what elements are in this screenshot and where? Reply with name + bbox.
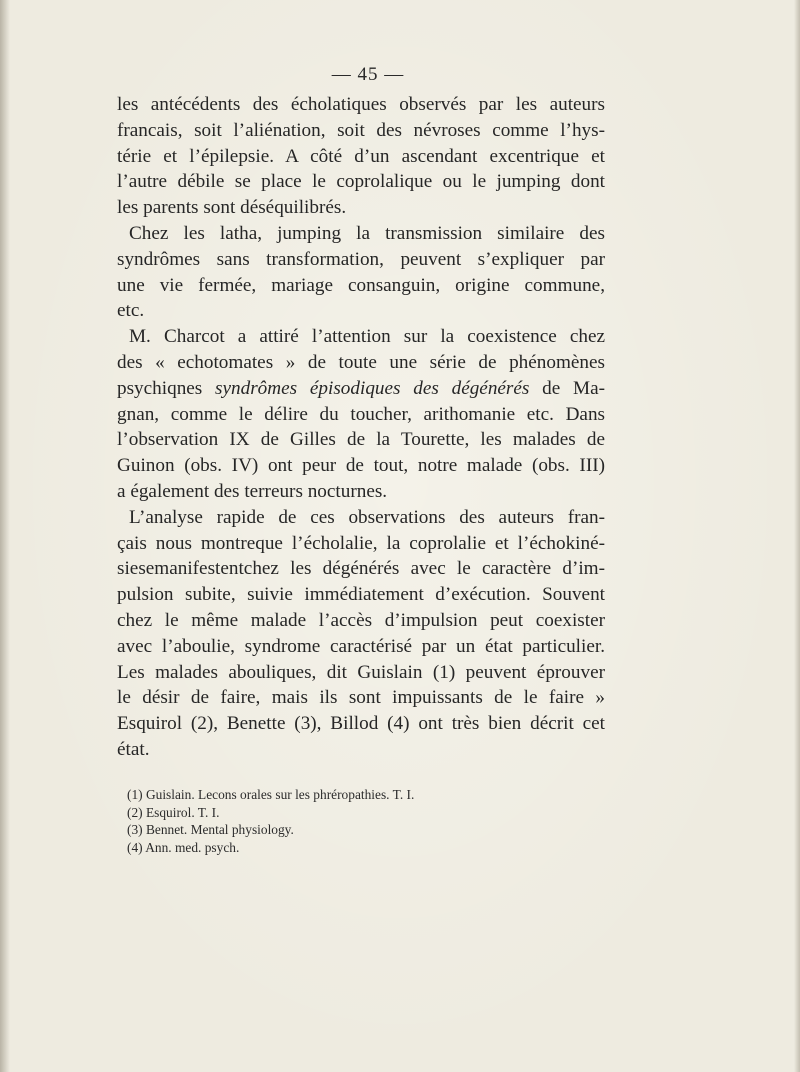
text-line: a également des terreurs nocturnes.: [117, 480, 388, 502]
text-line: L’analyse rapide de ces observations des auteurs fran-: [129, 506, 605, 528]
italic-term: syndrômes épisodiques des dégénérés: [215, 377, 530, 399]
text-segment: de Ma-: [529, 377, 606, 399]
text-line: les parents sont déséquilibrés.: [117, 197, 347, 219]
text-line: l’observation IX de Gilles de la Tourette, les malades de: [117, 429, 605, 451]
text-line: siesemanifestentchez les dégénérés avec le caractère d’im-: [117, 558, 605, 580]
text-line: syndrômes sans transformation, peuvent s’expliquer par: [117, 248, 605, 270]
page-right-edge-shadow: [794, 0, 800, 1072]
text-line: avec l’aboulie, syndrome caractérisé par un état particulier.: [117, 635, 605, 657]
text-line: etc.: [117, 300, 145, 322]
page-number: — 45 —: [331, 64, 405, 85]
text-line: M. Charcot a attiré l’attention sur la coexistence chez: [129, 326, 605, 348]
text-line: Esquirol (2), Benette (3), Billod (4) ont très bien décrit cet: [117, 713, 605, 735]
text-line: Les malades abouliques, dit Guislain (1) peuvent éprouver: [117, 661, 605, 683]
text-line: gnan, comme le délire du toucher, arithomanie etc. Dans: [117, 403, 605, 425]
footnote: (2) Esquirol. T. I.: [127, 804, 220, 820]
text-line: térie et l’épilepsie. A côté d’un ascendant excentrique et: [117, 145, 605, 167]
text-segment: psychiqnes: [117, 377, 216, 399]
footnotes: [127, 786, 547, 856]
body-text: [117, 92, 605, 763]
text-line: [117, 376, 605, 402]
footnote: (1) Guislain. Lecons orales sur les phréropathies. T. I.: [127, 787, 415, 802]
text-line: francais, soit l’aliénation, soit des névroses comme l’hys-: [117, 119, 605, 141]
text-line: pulsion subite, suivie immédiatement d’exécution. Souvent: [117, 584, 605, 606]
text-line: le désir de faire, mais ils sont impuissants de le faire »: [117, 687, 605, 709]
text-line: chez le même malade l’accès d’impulsion peut coexister: [117, 609, 605, 631]
text-line: Guinon (obs. IV) ont peur de tout, notre malade (obs. III): [117, 455, 605, 477]
text-line: l’autre débile se place le coprolalique ou le jumping dont: [117, 171, 605, 193]
text-line: çais nous montreque l’écholalie, la coprolalie et l’échokiné-: [117, 532, 605, 554]
footnote: (3) Bennet. Mental physiology.: [127, 822, 294, 838]
text-line: des « echotomates » de toute une série de phénomènes: [117, 351, 605, 373]
text-line: Chez les latha, jumping la transmission similaire des: [129, 222, 605, 244]
text-line: une vie fermée, mariage consanguin, origine commune,: [117, 274, 605, 296]
text-line: les antécédents des écholatiques observés par les auteurs: [117, 94, 605, 115]
page-left-edge-shadow: [0, 0, 10, 1072]
text-line: état.: [117, 738, 150, 760]
footnote: (4) Ann. med. psych.: [127, 839, 240, 855]
